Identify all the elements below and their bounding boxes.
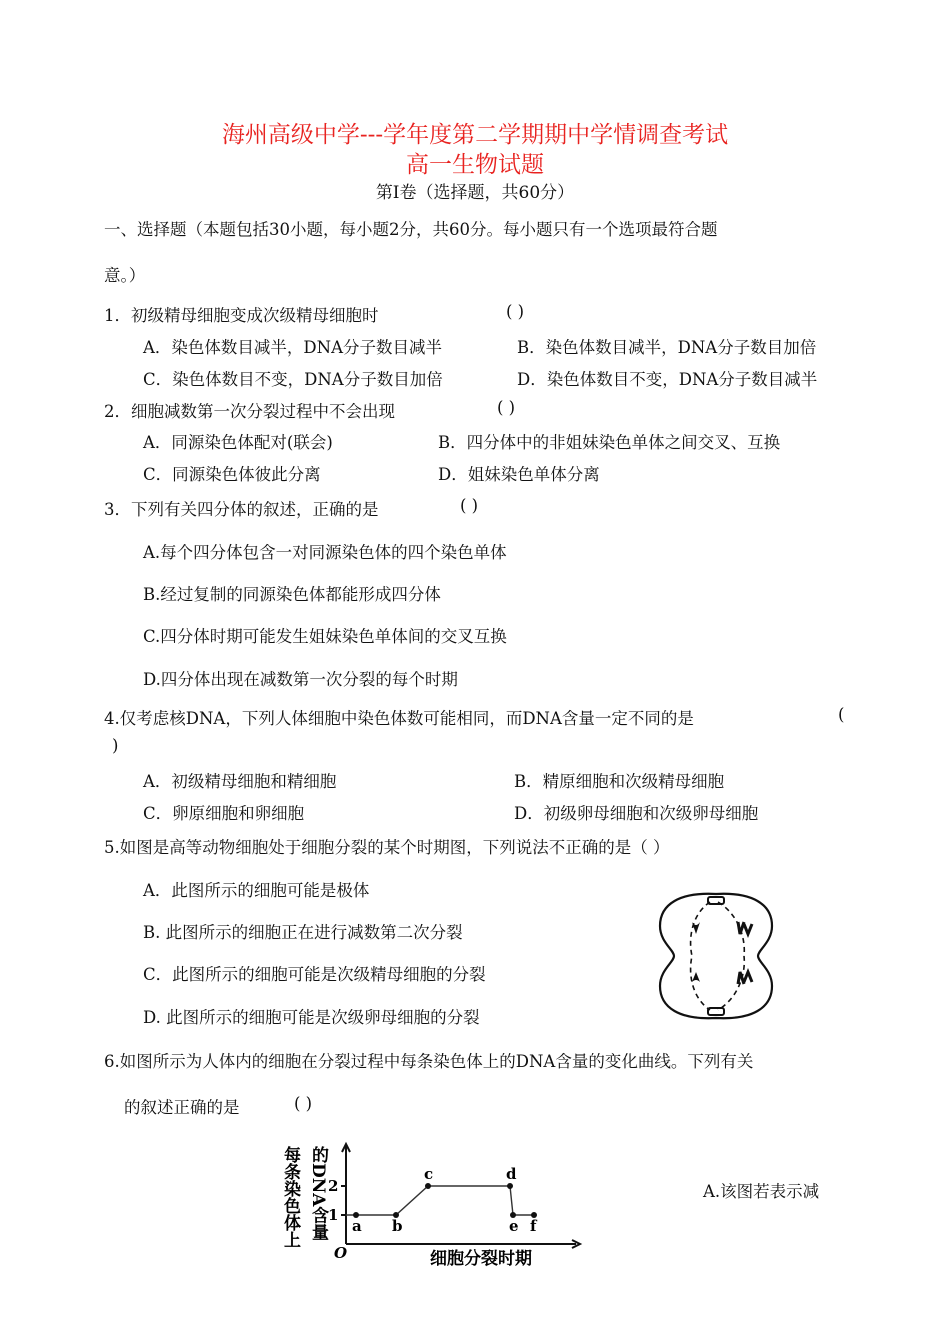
q6-option-a-partial: A.该图若表示减 — [703, 1182, 820, 1201]
chromosome-bottom-right — [738, 972, 752, 984]
origin-label: O — [334, 1244, 348, 1262]
q2-option-a: A．同源染色体配对(联会) — [143, 433, 333, 452]
q4-option-a: A．初级精母细胞和精细胞 — [143, 772, 337, 791]
q6-stem-line1: 6.如图所示为人体内的细胞在分裂过程中每条染色体上的DNA含量的变化曲线。下列有关 — [104, 1052, 754, 1071]
q5-option-d: D. 此图所示的细胞可能是次级卵母细胞的分裂 — [143, 1008, 480, 1027]
point-c — [425, 1183, 431, 1189]
dividing-cell-figure — [652, 888, 780, 1024]
q5-option-b: B. 此图所示的细胞正在进行减数第二次分裂 — [143, 923, 463, 942]
centrosome-bottom — [708, 1008, 724, 1015]
x-axis-label: 细胞分裂时期 — [430, 1249, 532, 1269]
q2-option-d: D．姐妹染色单体分离 — [438, 465, 600, 484]
point-label-d: d — [506, 1165, 517, 1183]
point-label-b: b — [392, 1217, 403, 1235]
chromosome-bottom-left — [692, 972, 700, 982]
section-intro-line2: 意。） — [104, 266, 146, 285]
q5-option-c: C．此图所示的细胞可能是次级精母细胞的分裂 — [143, 965, 486, 984]
dna-series-line — [346, 1186, 534, 1215]
q3-answer-paren: ( ) — [460, 496, 479, 515]
point-label-f: f — [530, 1217, 537, 1235]
q4-paren-open: ( — [838, 705, 845, 724]
dna-content-chart — [276, 1138, 586, 1270]
exam-title: 海州高级中学---学年度第二学期期中学情调查考试 — [221, 122, 729, 148]
y-tick-label-1: 1 — [328, 1206, 339, 1224]
point-label-e: e — [509, 1217, 519, 1235]
q1-stem: 1．初级精母细胞变成次级精母细胞时 — [104, 306, 379, 325]
q1-option-b: B．染色体数目减半，DNA分子数目加倍 — [517, 338, 817, 357]
exam-subject-title: 高一生物试题 — [406, 152, 544, 178]
q2-option-b: B．四分体中的非姐妹染色单体之间交叉、互换 — [438, 433, 781, 452]
q3-option-b: B.经过复制的同源染色体都能形成四分体 — [143, 585, 441, 604]
q1-option-a: A．染色体数目减半，DNA分子数目减半 — [143, 338, 442, 357]
q1-answer-paren: ( ) — [506, 302, 525, 321]
point-d — [507, 1183, 513, 1189]
chromosome-top-right — [738, 922, 752, 934]
q4-option-b: B．精原细胞和次级精母细胞 — [514, 772, 725, 791]
q2-stem: 2．细胞减数第一次分裂过程中不会出现 — [104, 402, 395, 421]
point-label-c: c — [424, 1165, 434, 1183]
q2-option-c: C．同源染色体彼此分离 — [143, 465, 321, 484]
q3-stem: 3．下列有关四分体的叙述，正确的是 — [104, 500, 379, 519]
centrosome-top — [708, 897, 724, 904]
section-intro-line1: 一、选择题（本题包括30小题，每小题2分，共60分。每小题只有一个选项最符合题 — [104, 220, 718, 239]
q6-stem-line2: 的叙述正确的是 — [124, 1098, 240, 1117]
y-label-left: 每条染色体上 — [280, 1146, 300, 1248]
y-tick-label-2: 2 — [328, 1177, 339, 1195]
q3-option-a: A.每个四分体包含一对同源染色体的四个染色单体 — [143, 543, 507, 562]
q6-answer-paren: ( ) — [294, 1094, 313, 1113]
section-heading: 第Ⅰ卷（选择题，共60分） — [375, 183, 575, 203]
q2-answer-paren: ( ) — [497, 398, 516, 417]
q4-paren-close: ) — [112, 736, 119, 755]
q5-stem: 5.如图是高等动物细胞处于细胞分裂的某个时期图，下列说法不正确的是（ ） — [104, 838, 670, 857]
q4-option-c: C．卵原细胞和卵细胞 — [143, 804, 305, 823]
q1-option-d: D．染色体数目不变，DNA分子数目减半 — [517, 370, 818, 389]
q4-stem: 4.仅考虑核DNA，下列人体细胞中染色体数可能相同，而DNA含量一定不同的是 — [104, 709, 694, 728]
point-label-a: a — [352, 1217, 362, 1235]
q3-option-c: C.四分体时期可能发生姐妹染色单体间的交叉互换 — [143, 627, 507, 646]
q5-option-a: A．此图所示的细胞可能是极体 — [143, 881, 370, 900]
q1-option-c: C．染色体数目不变，DNA分子数目加倍 — [143, 370, 443, 389]
q4-option-d: D．初级卵母细胞和次级卵母细胞 — [514, 804, 759, 823]
cell-membrane — [660, 894, 772, 1018]
q3-option-d: D.四分体出现在减数第一次分裂的每个时期 — [143, 670, 458, 689]
y-label-right: 的DNA含量 — [308, 1146, 328, 1241]
spindle-fibers — [691, 902, 745, 1010]
